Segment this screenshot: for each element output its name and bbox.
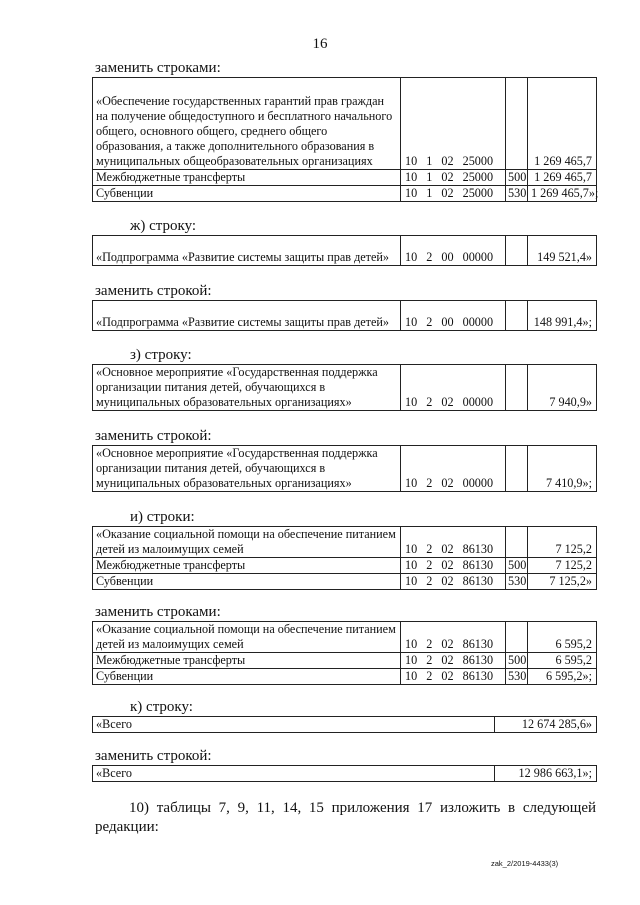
row-vr: 530	[506, 186, 528, 202]
row-name: Межбюджетные трансферты	[93, 653, 401, 669]
row-code: 10 2 02 86130	[401, 574, 506, 590]
table-row	[93, 236, 597, 266]
total-row	[93, 717, 597, 733]
table-row	[93, 527, 597, 558]
row-vr	[506, 236, 528, 266]
table-row	[93, 446, 597, 492]
row-name: «Подпрограмма «Развитие системы защиты прав детей»	[93, 301, 401, 331]
row-amount: 7 125,2	[528, 558, 597, 574]
section-label: заменить строками:	[95, 60, 221, 76]
row-vr: 530	[506, 574, 528, 590]
table-row	[93, 653, 597, 669]
budget-table	[92, 364, 597, 411]
total-label: «Всего	[93, 766, 495, 782]
row-amount: 7 410,9»;	[528, 446, 597, 492]
row-code: 10 1 02 25000	[401, 170, 506, 186]
row-name: «Подпрограмма «Развитие системы защиты прав детей»	[93, 236, 401, 266]
table-row	[93, 365, 597, 411]
table-row	[93, 186, 597, 202]
row-name: «Обеспечение государственных гарантий прав граждан на получение общедоступного и бесплатного начального общего, основного общего, среднего общего образования, а также дополнительного образования в муниципальных общеобразовательных организациях	[93, 78, 401, 170]
row-code: 10 2 02 86130	[401, 527, 506, 558]
row-amount: 7 940,9»	[528, 365, 597, 411]
table-row	[93, 669, 597, 685]
table-row	[93, 301, 597, 331]
row-name: Межбюджетные трансферты	[93, 558, 401, 574]
table-row	[93, 622, 597, 653]
document-code: zak_2/2019-4433(3)	[491, 859, 559, 868]
row-vr: 500	[506, 653, 528, 669]
section-label: заменить строкой:	[95, 748, 212, 764]
row-code: 10 2 02 86130	[401, 653, 506, 669]
row-name: Субвенции	[93, 186, 401, 202]
section-label: заменить строками:	[95, 604, 221, 620]
row-vr	[506, 446, 528, 492]
total-table	[92, 765, 597, 782]
row-vr: 500	[506, 170, 528, 186]
row-amount: 6 595,2	[528, 622, 597, 653]
row-code: 10 2 02 86130	[401, 669, 506, 685]
row-amount: 7 125,2	[528, 527, 597, 558]
table-row	[93, 78, 597, 170]
row-amount: 149 521,4»	[528, 236, 597, 266]
total-amount: 12 674 285,6»	[495, 717, 597, 733]
budget-table	[92, 526, 597, 590]
row-vr	[506, 365, 528, 411]
budget-table	[92, 621, 597, 685]
row-vr	[506, 622, 528, 653]
row-vr	[506, 301, 528, 331]
table-row	[93, 558, 597, 574]
total-row	[93, 766, 597, 782]
row-amount: 1 269 465,7»;	[528, 186, 597, 202]
total-label: «Всего	[93, 717, 495, 733]
total-table	[92, 716, 597, 733]
row-vr	[506, 527, 528, 558]
paragraph: 10) таблицы 7, 9, 11, 14, 15 приложения 17 изложить в следующей редакции:	[95, 800, 596, 835]
row-name: «Основное мероприятие «Государственная поддержка организации питания детей, обучающихся в муниципальных образовательных организациях»	[93, 446, 401, 492]
row-vr: 500	[506, 558, 528, 574]
row-code: 10 1 02 25000	[401, 186, 506, 202]
row-name: «Основное мероприятие «Государственная поддержка организации питания детей, обучающихся в муниципальных образовательных организациях»	[93, 365, 401, 411]
row-code: 10 2 02 86130	[401, 622, 506, 653]
row-name: Субвенции	[93, 574, 401, 590]
row-amount: 148 991,4»;	[528, 301, 597, 331]
total-amount: 12 986 663,1»;	[495, 766, 597, 782]
section-label: ж) строку:	[130, 218, 197, 234]
row-code: 10 2 00 00000	[401, 236, 506, 266]
page-number: 16	[312, 36, 328, 52]
row-amount: 6 595,2	[528, 653, 597, 669]
row-code: 10 2 02 00000	[401, 365, 506, 411]
section-label: з) строку:	[130, 347, 192, 363]
row-code: 10 1 02 25000	[401, 78, 506, 170]
row-code: 10 2 02 86130	[401, 558, 506, 574]
row-amount: 7 125,2»	[528, 574, 597, 590]
section-label: заменить строкой:	[95, 283, 212, 299]
row-name: «Оказание социальной помощи на обеспечение питанием детей из малоимущих семей	[93, 622, 401, 653]
row-name: Межбюджетные трансферты	[93, 170, 401, 186]
row-code: 10 2 02 00000	[401, 446, 506, 492]
budget-table	[92, 300, 597, 331]
budget-table	[92, 445, 597, 492]
row-amount: 1 269 465,7	[528, 78, 597, 170]
table-row	[93, 170, 597, 186]
row-name: Субвенции	[93, 669, 401, 685]
budget-table	[92, 235, 597, 266]
row-name: «Оказание социальной помощи на обеспечение питанием детей из малоимущих семей	[93, 527, 401, 558]
section-label: заменить строкой:	[95, 428, 212, 444]
row-code: 10 2 00 00000	[401, 301, 506, 331]
budget-table	[92, 77, 597, 202]
table-row	[93, 574, 597, 590]
section-label: к) строку:	[130, 699, 193, 715]
row-amount: 6 595,2»;	[528, 669, 597, 685]
row-vr: 530	[506, 669, 528, 685]
row-amount: 1 269 465,7	[528, 170, 597, 186]
section-label: и) строки:	[130, 509, 195, 525]
row-vr	[506, 78, 528, 170]
